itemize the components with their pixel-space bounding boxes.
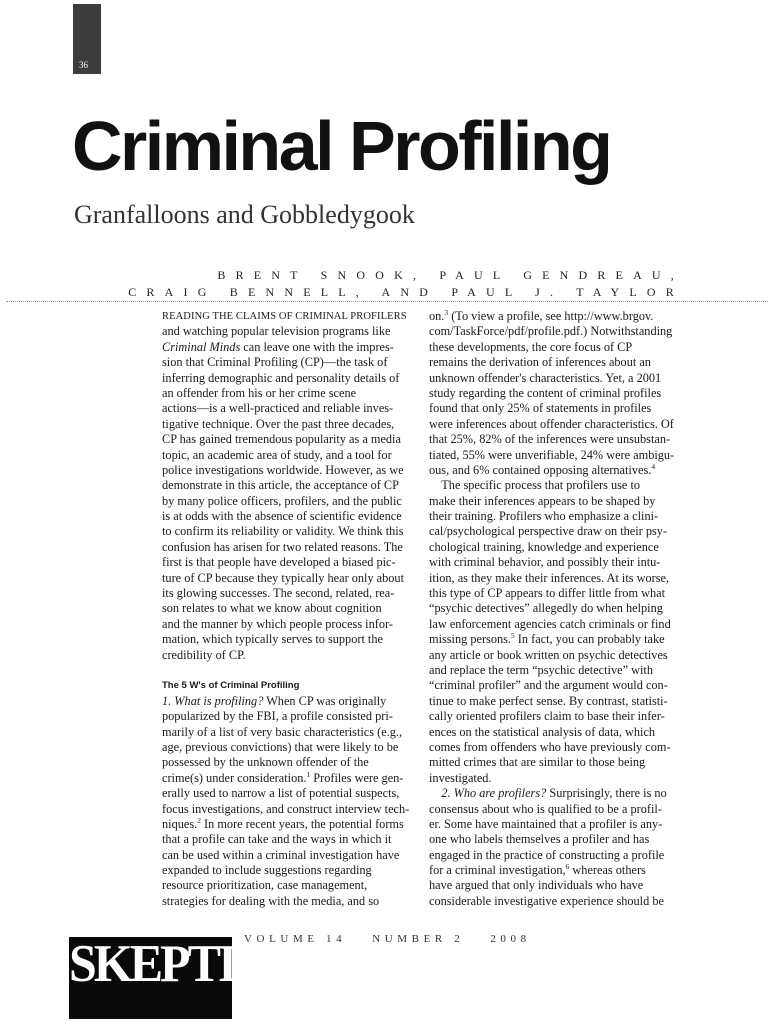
issue-footer (244, 933, 531, 945)
line-text: can leave one with the impres- (240, 339, 394, 354)
text-line: by many police officers, profilers, and the public (162, 493, 402, 508)
text-line: that a profile can take and the ways in which it (162, 832, 392, 847)
footnote-ref: 1 (306, 769, 311, 779)
footnote-ref: 5 (510, 631, 515, 641)
text-line: expanded to include suggestions regarding (162, 863, 372, 878)
footnote-ref: 4 (651, 461, 656, 471)
text-line: ition, as they make their inferences. At its worse, (429, 570, 670, 585)
text-line: “criminal profiler” and the argument would con- (429, 678, 668, 693)
section-heading: The 5 W's of Criminal Profiling (162, 680, 300, 692)
text-line: resource prioritization, case management, (162, 878, 368, 893)
right-column (429, 309, 681, 909)
paragraph-gap (162, 663, 412, 678)
text-line: ture of CP because they typically hear only about (162, 570, 404, 585)
text-line: “psychic detectives” allegedly do when helping (429, 601, 663, 616)
text-line: possessed by the unknown offender of the (162, 755, 369, 770)
line-text: The specific process that profilers use to (441, 478, 641, 493)
text-line: tigative technique. Over the past three decades, (162, 416, 395, 431)
author-line-1: BRENT SNOOK, PAUL GENDREAU, (217, 268, 684, 282)
text-line: remains the derivation of inferences about an (429, 355, 651, 370)
text-line: is at odds with the absence of scientific evidence (162, 509, 402, 524)
text-line (162, 694, 412, 709)
line-text: Surprisingly, there is no (546, 786, 667, 801)
line-text: niques. (162, 816, 198, 831)
text-line: marily of a list of very basic characteristics (e.g., (162, 724, 403, 739)
text-line: comes from offenders who have previously com- (429, 739, 671, 754)
text-line: popularized by the FBI, a profile consisted pri- (162, 709, 393, 724)
line-text: ous, and 6% contained opposing alternatives. (429, 462, 652, 477)
intro-lead-in: READING THE CLAIMS OF CRIMINAL PROFILERS (162, 311, 407, 322)
text-line: actions—is a well-practiced and reliable inves- (162, 401, 394, 416)
line-text: for a criminal investigation, (429, 863, 566, 878)
text-line: engaged in the practice of constructing a profile (429, 847, 665, 862)
text-line: and the manner by which people process infor- (162, 616, 393, 631)
text-line: com/TaskForce/pdf/profile.pdf.) Notwithstanding (429, 324, 673, 339)
text-line: investigated. (429, 770, 492, 785)
article-subtitle: Granfalloons and Gobbledygook (74, 200, 415, 229)
dotted-divider (6, 301, 768, 302)
text-line: its glowing successes. The second, related, rea- (162, 586, 395, 601)
text-line: any article or book written on psychic detectives (429, 647, 668, 662)
text-line: their training. Profilers who emphasize a clini- (429, 509, 659, 524)
text-line: with criminal behavior, and possibly their intu- (429, 555, 661, 570)
text-line: first is that people have developed a biased pic- (162, 555, 396, 570)
footer-number: NUMBER 2 (372, 933, 465, 945)
footnote-ref: 2 (197, 815, 201, 825)
text-line: cally oriented profilers claim to base their infer- (429, 709, 665, 724)
italic-text: Criminal Minds (162, 339, 241, 354)
logo-wordmark: SKEPTIC (69, 933, 268, 993)
line-text: crime(s) under consideration. (162, 770, 307, 785)
text-line: an offender from his or her crime scene (162, 385, 357, 400)
line-text: missing persons. (429, 632, 511, 647)
text-line: erally used to narrow a list of potential suspects, (162, 786, 400, 801)
text-line: consensus about who is qualified to be a profil- (429, 801, 662, 816)
text-line: son relates to what we know about cognition (162, 601, 382, 616)
page-number: 36 (79, 60, 88, 70)
text-line: and replace the term “psychic detective” with (429, 662, 653, 677)
line-text: Profiles were gen- (310, 770, 404, 785)
text-line: er. Some have maintained that a profiler is any- (429, 816, 663, 831)
text-line: demonstrate in this article, the acceptance of CP (162, 478, 399, 493)
text-line: to confirm its reliability or validity. We think this (162, 524, 404, 539)
text-line: that 25%, 82% of the inferences were unsubstan- (429, 432, 671, 447)
text-line: chological training, knowledge and experience (429, 539, 659, 554)
text-line (429, 786, 681, 801)
text-line: this type of CP appears to differ little from what (429, 586, 665, 601)
text-line (162, 771, 412, 786)
text-line: tinue to make perfect sense. By contrast, statisti- (429, 693, 668, 708)
text-line: strategies for dealing with the media, and so (162, 893, 380, 908)
footer-volume: VOLUME 14 (244, 933, 347, 945)
line-text: In more recent years, the potential forms (200, 816, 404, 831)
text-line (429, 478, 681, 493)
text-line: topic, an academic area of study, and a tool for (162, 447, 392, 462)
text-line: inferring demographic and personality details of (162, 370, 400, 385)
skeptic-logo (69, 933, 268, 1019)
footer-year: 2008 (490, 933, 531, 945)
text-line: these developments, the core focus of CP (429, 339, 633, 354)
text-line: mation, which typically serves to support the (162, 632, 383, 647)
text-line: found that only 25% of statements in profiles (429, 401, 652, 416)
text-line: credibility of CP. (162, 647, 246, 662)
line-text: In fact, you can probably take (514, 632, 665, 647)
text-line: were inferences about offender characteristics. Of (429, 416, 674, 431)
line-text: When CP was originally (263, 693, 387, 708)
footnote-ref: 3 (444, 307, 449, 317)
text-line: study regarding the content of criminal profiles (429, 385, 662, 400)
text-line: sion that Criminal Profiling (CP)—the task of (162, 355, 388, 370)
text-line: and watching popular television programs like (162, 324, 391, 339)
text-line: focus investigations, and construct interview tech- (162, 801, 410, 816)
text-line: law enforcement agencies catch criminals or find (429, 616, 671, 631)
footnote-ref: 6 (565, 861, 570, 871)
text-line (162, 817, 412, 832)
text-line: mitted crimes that are similar to those being (429, 755, 646, 770)
text-line: police investigations worldwide. However, as we (162, 462, 404, 477)
author-byline (128, 267, 684, 301)
text-line: tiated, 55% were unverifiable, 24% were ambigu- (429, 447, 675, 462)
text-line: have argued that only individuals who have (429, 878, 644, 893)
text-line: make their inferences appears to be shaped by (429, 493, 656, 508)
line-text (429, 786, 441, 800)
text-line (429, 863, 681, 878)
author-line-2: CRAIG BENNELL, AND PAUL J. TAYLOR (128, 285, 684, 299)
text-line: cal/psychological perspective draw on their psy- (429, 524, 667, 539)
text-line (429, 309, 681, 324)
text-line: one who labels themselves a profiler and has (429, 832, 650, 847)
left-column (162, 309, 412, 909)
text-line: considerable investigative experience should be (429, 893, 664, 908)
text-line (429, 463, 681, 478)
text-line: CP has gained tremendous popularity as a media (162, 432, 401, 447)
text-line: age, previous convictions) that were likely to be (162, 739, 399, 754)
italic-text: 2. Who are profilers? (441, 786, 547, 801)
text-line (162, 340, 412, 355)
line-text: on. (429, 309, 445, 323)
line-text: (To view a profile, see http://www.brgov. (448, 309, 654, 323)
line-text: whereas others (569, 863, 646, 878)
text-line (429, 632, 681, 647)
text-line: unknown offender's characteristics. Yet, a 2001 (429, 370, 662, 385)
text-line: can be used within a criminal investigation have (162, 847, 400, 862)
right-column-text (429, 309, 681, 909)
italic-text: 1. What is profiling? (162, 693, 264, 708)
intro-paragraph (162, 324, 412, 663)
text-line: ences on the statistical analysis of data, which (429, 724, 656, 739)
line-text (429, 478, 441, 492)
article-title: Criminal Profiling (72, 107, 611, 185)
section-paragraph (162, 694, 412, 909)
text-line: confusion has arisen for two related reasons. The (162, 539, 403, 554)
